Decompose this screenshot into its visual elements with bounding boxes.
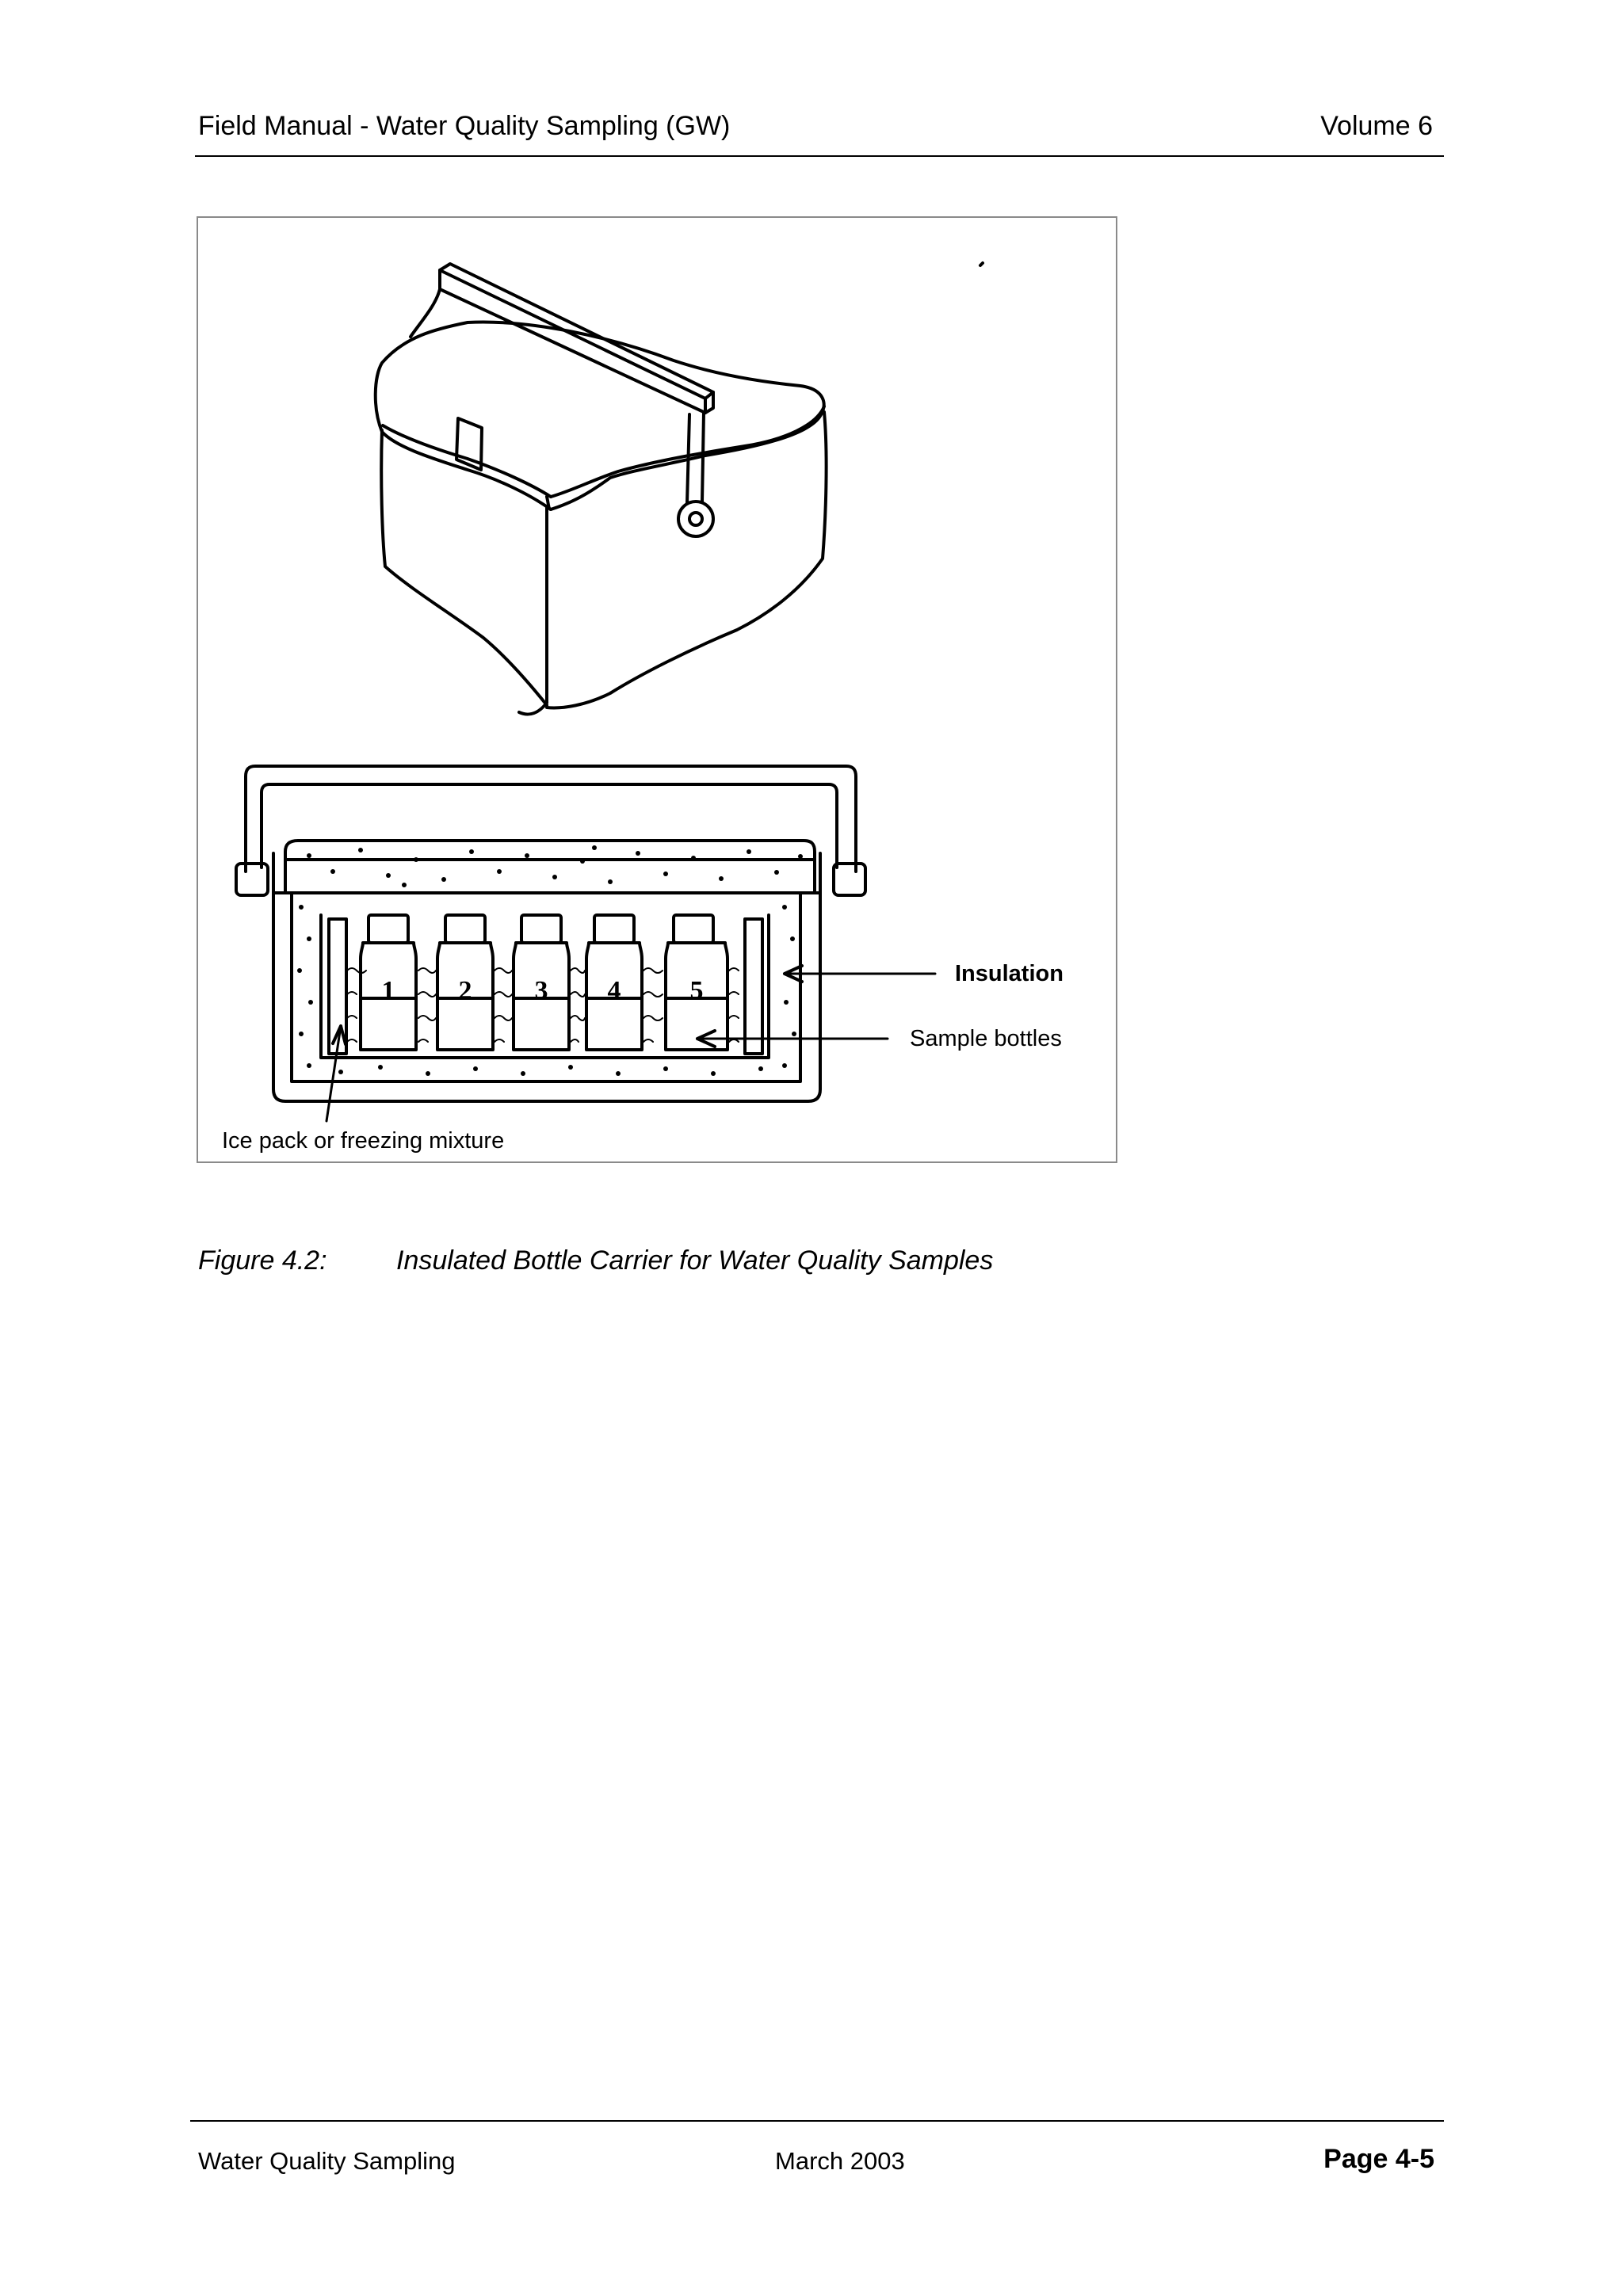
header-rule: [195, 155, 1444, 157]
bottle-number: 1: [381, 976, 395, 1005]
cooler-diagram: [198, 218, 1116, 1161]
footer-rule: [190, 2120, 1444, 2122]
cross-section-drawing: [236, 766, 935, 1121]
bottle-number: 5: [689, 976, 704, 1005]
footer-left: Water Quality Sampling: [198, 2147, 456, 2175]
label-insulation: Insulation: [955, 961, 1064, 986]
caption-text: Insulated Bottle Carrier for Water Quality Samples: [396, 1245, 994, 1276]
page-number: Page 4-5: [1323, 2144, 1434, 2174]
page-footer: [197, 2144, 1434, 2187]
figure-illustration: [197, 216, 1117, 1163]
label-ice-pack: Ice pack or freezing mixture: [222, 1128, 505, 1154]
cooler-box-drawing: [376, 263, 983, 715]
footer-date: March 2003: [775, 2147, 905, 2175]
header-title: Field Manual - Water Quality Sampling (GW): [198, 111, 731, 141]
label-sample-bottles: Sample bottles: [910, 1026, 1062, 1051]
caption-number: Figure 4.2:: [198, 1245, 327, 1276]
page-header: [197, 111, 1433, 158]
bottle-number: 2: [458, 976, 472, 1005]
header-volume: Volume 6: [1320, 111, 1433, 141]
bottle-number: 4: [607, 976, 621, 1005]
bottle-number: 3: [534, 976, 548, 1005]
